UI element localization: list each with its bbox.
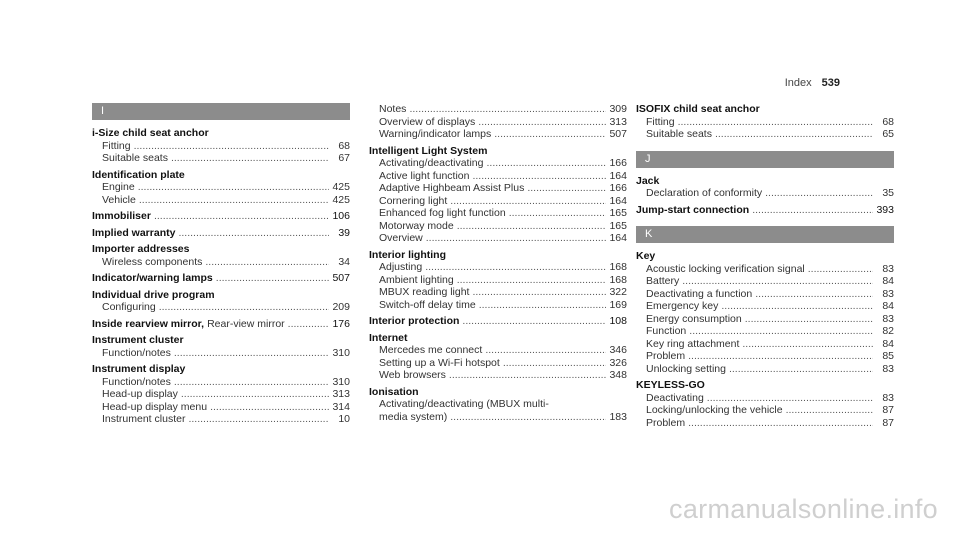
- index-entry[interactable]: MBUX reading light ..... 322: [369, 286, 627, 299]
- index-entry[interactable]: Head-up display ..... 313: [92, 388, 350, 401]
- index-entry[interactable]: Enhanced fog light function ..... 165: [369, 207, 627, 220]
- index-entry[interactable]: Wireless components ..... 34: [92, 256, 350, 269]
- index-entry[interactable]: Configuring ..... 209: [92, 301, 350, 314]
- index-entry[interactable]: Head-up display menu ..... 314: [92, 401, 350, 414]
- topic-interior-protection[interactable]: Interior protection ..... 108: [369, 315, 627, 328]
- index-entry[interactable]: Notes ..... 309: [369, 103, 627, 116]
- watermark: carmanualsonline.info: [669, 494, 938, 524]
- index-entry[interactable]: Setting up a Wi-Fi hotspot ..... 326: [369, 357, 627, 370]
- topic-intelligent-light-system: Intelligent Light System: [369, 144, 488, 157]
- letter-header-j: J: [636, 151, 894, 168]
- section-label: Index: [784, 77, 812, 89]
- index-entry[interactable]: Switch-off delay time ..... 169: [369, 299, 627, 312]
- index-entry[interactable]: Warning/indicator lamps ..... 507: [369, 128, 627, 141]
- topic-ionisation: Ionisation: [369, 385, 419, 398]
- index-entry[interactable]: Unlocking setting ..... 83: [636, 363, 894, 376]
- topic-individual-drive-program: Individual drive program: [92, 288, 215, 301]
- topic-isofix: ISOFIX child seat anchor: [636, 103, 760, 115]
- index-entry[interactable]: Vehicle ..... 425: [92, 194, 350, 207]
- index-entry[interactable]: Motorway mode ..... 165: [369, 220, 627, 233]
- index-entry[interactable]: Deactivating a function ..... 83: [636, 288, 894, 301]
- page-header: [785, 77, 840, 89]
- topic-key: Key: [636, 250, 656, 262]
- index-column-3: [636, 103, 894, 429]
- index-entry[interactable]: Suitable seats ..... 67: [92, 152, 350, 165]
- topic-interior-lighting: Interior lighting: [369, 248, 446, 261]
- topic-instrument-cluster: Instrument cluster: [92, 334, 184, 346]
- index-entry[interactable]: Web browsers ..... 348: [369, 369, 627, 382]
- index-entry[interactable]: Key ring attachment ..... 84: [636, 338, 894, 351]
- page-number: 539: [821, 77, 840, 89]
- index-entry[interactable]: Engine ..... 425: [92, 181, 350, 194]
- index-entry[interactable]: Instrument cluster ..... 10: [92, 413, 350, 426]
- topic-implied-warranty[interactable]: Implied warranty ..... 39: [92, 227, 350, 240]
- index-entry[interactable]: Acoustic locking verification signal ..... 83: [636, 263, 894, 276]
- letter-header-i: I: [92, 103, 350, 120]
- index-entry[interactable]: Battery ..... 84: [636, 275, 894, 288]
- index-entry[interactable]: Overview of displays ..... 313: [369, 116, 627, 129]
- index-column-1: [92, 103, 350, 426]
- index-entry-line[interactable]: Activating/deactivating (MBUX multi-: [379, 398, 549, 410]
- index-entry[interactable]: Overview ..... 164: [369, 232, 627, 245]
- index-entry[interactable]: Fitting ..... 68: [636, 116, 894, 129]
- index-entry[interactable]: Problem ..... 85: [636, 350, 894, 363]
- topic-indicator-warning-lamps[interactable]: Indicator/warning lamps ..... 507: [92, 272, 350, 285]
- index-entry[interactable]: Activating/deactivating ..... 166: [369, 157, 627, 170]
- index-entry[interactable]: Declaration of conformity ..... 35: [636, 187, 894, 200]
- topic-internet: Internet: [369, 331, 408, 344]
- index-entry[interactable]: Fitting ..... 68: [92, 140, 350, 153]
- index-entry[interactable]: Function ..... 82: [636, 325, 894, 338]
- letter-header-k: K: [636, 226, 894, 243]
- topic-importer-addresses: Importer addresses: [92, 243, 190, 255]
- index-entry[interactable]: media system) ..... 183: [369, 411, 627, 424]
- topic-identification-plate: Identification plate: [92, 168, 185, 181]
- index-entry[interactable]: Function/notes ..... 310: [92, 347, 350, 360]
- index-entry[interactable]: Problem ..... 87: [636, 417, 894, 430]
- index-entry[interactable]: Emergency key ..... 84: [636, 300, 894, 313]
- index-entry[interactable]: Energy consumption ..... 83: [636, 313, 894, 326]
- topic-instrument-display: Instrument display: [92, 363, 186, 375]
- index-entry[interactable]: Locking/unlocking the vehicle ..... 87: [636, 404, 894, 417]
- index-entry[interactable]: Function/notes ..... 310: [92, 376, 350, 389]
- index-entry[interactable]: Active light function ..... 164: [369, 170, 627, 183]
- index-entry[interactable]: Adjusting ..... 168: [369, 261, 627, 274]
- index-entry[interactable]: Mercedes me connect ..... 346: [369, 344, 627, 357]
- index-entry[interactable]: Adaptive Highbeam Assist Plus ..... 166: [369, 182, 627, 195]
- topic-keyless-go: KEYLESS-GO: [636, 379, 705, 391]
- topic-inside-rearview-mirror[interactable]: Inside rearview mirror, Rear-view mirror ..... 176: [92, 318, 350, 331]
- index-entry[interactable]: Suitable seats ..... 65: [636, 128, 894, 141]
- topic-immobiliser[interactable]: Immobiliser ..... 106: [92, 210, 350, 223]
- index-column-2: [369, 103, 627, 423]
- topic-jack: Jack: [636, 174, 660, 187]
- topic-i-size: i-Size child seat anchor: [92, 127, 209, 139]
- index-entry[interactable]: Ambient lighting ..... 168: [369, 274, 627, 287]
- index-entry[interactable]: Cornering light ..... 164: [369, 195, 627, 208]
- topic-jump-start[interactable]: Jump-start connection ..... 393: [636, 204, 894, 217]
- index-entry[interactable]: Deactivating ..... 83: [636, 392, 894, 405]
